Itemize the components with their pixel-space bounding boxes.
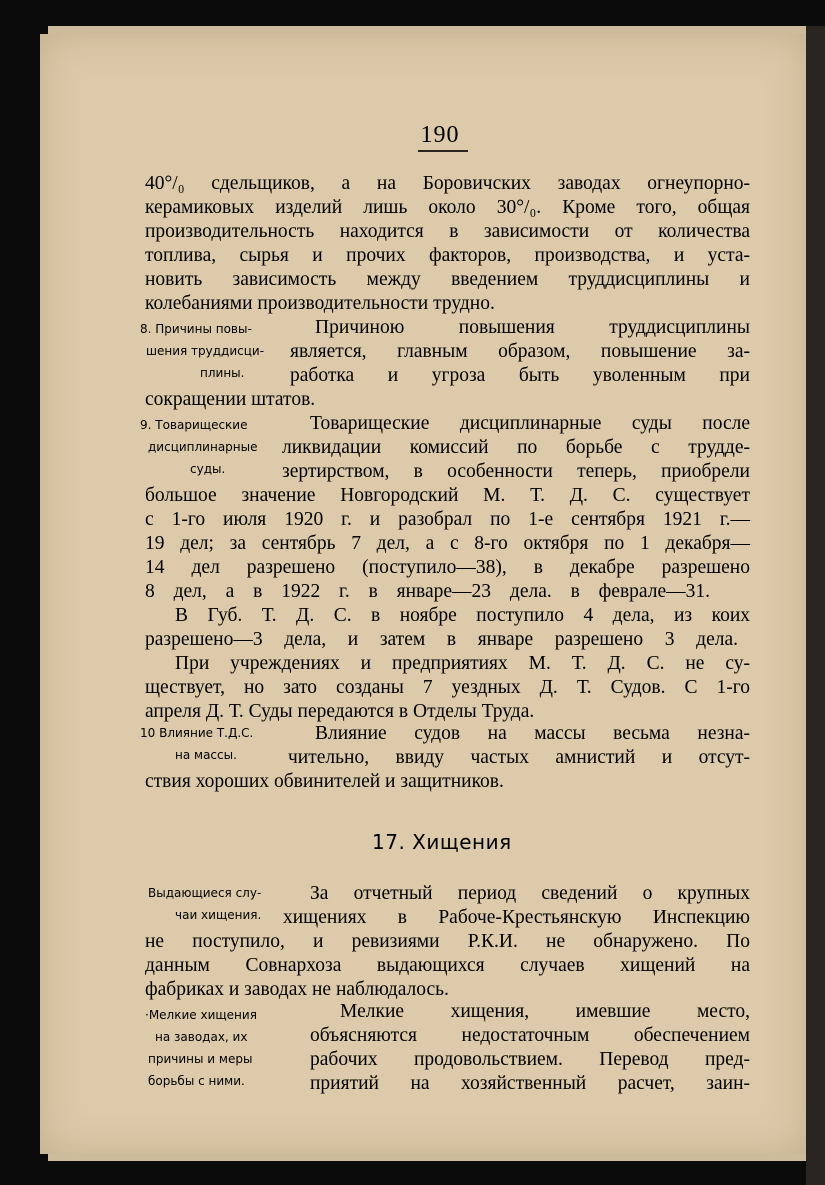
text-line: 14 дел разрешено (поступило—38), в декабре разрешено (145, 557, 750, 578)
margin-note-9: дисциплинарные (148, 440, 258, 454)
page-number: 190 (420, 122, 460, 148)
text-line: является, главным образом, повышение за- (290, 341, 750, 362)
margin-note-8: шения труддисци- (146, 344, 265, 358)
text-line: сокращении штатов. (145, 389, 316, 410)
text-line: разрешено—3 дела, и затем в январе разрешено 3 дела. (145, 629, 738, 650)
text-line: большое значение Новгородский М. Т. Д. С. существует (145, 485, 750, 506)
margin-note-17a: Выдающиеся слу- (148, 886, 262, 900)
text-line: данным Совнархоза выдающихся случаев хищений на (145, 955, 750, 976)
text-line: работка и угроза быть уволенным при (290, 365, 750, 386)
scan-border (806, 26, 825, 1185)
text-line: приятий на хозяйственный расчет, заин- (310, 1073, 750, 1094)
margin-note-17b: причины и меры (148, 1052, 253, 1066)
text-line: ликвидации комиссий по борьбе с трудде- (282, 437, 750, 458)
margin-note-9: 9. Товарищеские (140, 418, 248, 432)
text-line: Товарищеские дисциплинарные суды после (310, 413, 750, 434)
text-line: ствия хороших обвинителей и защитников. (145, 771, 504, 792)
text-line: топлива, сырья и прочих факторов, производства, и уста- (145, 245, 750, 266)
text-line: Мелкие хищения, имевшие место, (340, 1001, 750, 1022)
text-line: производительность находится в зависимости от количества (145, 221, 750, 242)
text-line: При учреждениях и предприятиях М. Т. Д. С. не су- (175, 653, 750, 674)
text-line: рабочих продовольствием. Перевод пред- (310, 1049, 750, 1070)
text-line: 40°/₀ сдельщиков, а на Боровичских заводах огнеупорно- (145, 173, 750, 194)
margin-note-10: на массы. (175, 748, 237, 762)
text-line: апреля Д. Т. Суды передаются в Отделы Труда. (145, 701, 535, 722)
text-line: 8 дел, а в 1922 г. в январе—23 дела. в феврале—31. (145, 581, 710, 602)
page-number-rule (418, 150, 468, 152)
text-line: фабриках и заводах не наблюдалось. (145, 979, 449, 1000)
margin-note-17b: ·Мелкие хищения (145, 1008, 257, 1022)
margin-note-8: 8. Причины повы- (140, 322, 252, 336)
text-line: 19 дел; за сентябрь 7 дел, а с 8-го октября по 1 декабря— (145, 533, 750, 554)
text-line: керамиковых изделий лишь около 30°/₀. Кроме того, общая (145, 197, 750, 218)
text-line: новить зависимость между введением труддисциплины и (145, 269, 750, 290)
margin-note-9: суды. (190, 462, 226, 476)
text-line: В Губ. Т. Д. С. в ноябре поступило 4 дела, из коих (175, 605, 750, 626)
text-line: колебаниями производительности трудно. (145, 293, 495, 314)
text-line: зертирством, в особенности теперь, приобрели (282, 461, 750, 482)
text-line: не поступило, и ревизиями Р.К.И. не обнаружено. По (145, 931, 750, 952)
margin-note-17b: борьбы с ними. (148, 1074, 245, 1088)
margin-note-10: 10 Влияние Т.Д.С. (140, 726, 254, 740)
text-line: хищениях в Рабоче-Крестьянскую Инспекцию (283, 907, 750, 928)
text-line: ществует, но зато созданы 7 уездных Д. Т. Судов. С 1-го (145, 677, 750, 698)
text-line: За отчетный период сведений о крупных (310, 883, 750, 904)
text-line: Влияние судов на массы весьма незна- (315, 723, 750, 744)
margin-note-8: плины. (200, 366, 245, 380)
margin-note-17b: на заводах, их (155, 1030, 248, 1044)
text-line: объясняются недостаточным обеспечением (310, 1025, 750, 1046)
section-heading: 17. Хищения (372, 830, 512, 854)
text-line: с 1-го июля 1920 г. и разобрал по 1-е сентября 1921 г.— (145, 509, 750, 530)
text-line: Причиною повышения труддисциплины (315, 317, 750, 338)
margin-note-17a: чаи хищения. (175, 908, 262, 922)
text-line: чительно, ввиду частых амнистий и отсут- (288, 747, 750, 768)
